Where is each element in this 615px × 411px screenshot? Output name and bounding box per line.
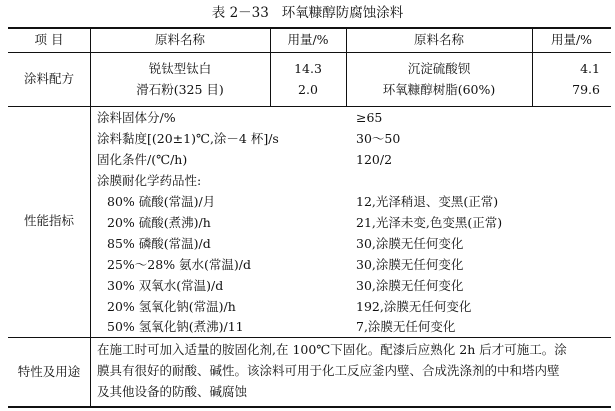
table-bottom-rule (8, 406, 611, 408)
perf-value: ≥65 (356, 110, 383, 125)
performance-bottom-rule (8, 337, 611, 338)
header-material-2: 原料名称 (413, 32, 464, 47)
perf-item: 涂料固体分/% (97, 110, 176, 125)
usage-line: 在施工时可加入适量的胺固化剂,在 100℃下固化。配漆后应熟化 2h 后才可施工。涂 (97, 342, 567, 357)
performance-label: 性能指标 (23, 213, 74, 228)
perf-item: 80% 硫酸(常温)/月 (107, 194, 216, 209)
perf-item: 50% 氢氧化钠(煮沸)/11 (107, 319, 244, 334)
perf-item: 20% 氢氧化钠(常温)/h (107, 299, 236, 314)
table-top-rule (8, 27, 611, 29)
perf-item: 25%～28% 氨水(常温)/d (107, 257, 252, 272)
perf-item: 20% 硫酸(煮沸)/h (107, 215, 211, 230)
header-dosage: 用量/% (287, 32, 329, 47)
perf-value: 120/2 (356, 152, 393, 167)
formula-label: 涂料配方 (23, 71, 74, 86)
perf-item: 85% 磷酸(常温)/d (107, 236, 211, 251)
right-material-2: 环氧糠醇树脂(60%) (382, 82, 496, 97)
perf-item: 30% 双氧水(常温)/d (107, 278, 224, 293)
perf-value: 192,涂膜无任何变化 (356, 299, 472, 314)
header-bottom-rule (8, 52, 611, 53)
perf-item: 涂膜耐化学药品性: (97, 173, 202, 188)
header-dosage-2: 用量/% (550, 32, 593, 47)
perf-value: 7,涂膜无任何变化 (356, 319, 456, 334)
left-material-2: 滑石粉(325 目) (136, 82, 224, 97)
perf-value: 30,涂膜无任何变化 (356, 257, 464, 272)
table-caption: 表 2－33 环氧糠醇防腐蚀涂料 (211, 5, 404, 21)
right-amount-2: 79.6 (572, 82, 600, 97)
right-material-1: 沉淀硫酸钡 (407, 61, 471, 76)
left-amount-2: 2.0 (298, 82, 318, 97)
header-item: 项 目 (34, 32, 64, 47)
header-material: 原料名称 (154, 32, 205, 47)
perf-item: 涂料黏度[(20±1)℃,涂－4 杯]/s (97, 131, 279, 146)
left-amount-1: 14.3 (294, 61, 322, 76)
perf-value: 12,光泽稍退、变黑(正常) (356, 194, 499, 209)
perf-value: 30,涂膜无任何变化 (356, 236, 464, 251)
right-amount-1: 4.1 (580, 61, 600, 76)
usage-line: 膜具有很好的耐酸、碱性。该涂料可用于化工反应釜内壁、合成洗涤剂的中和塔内壁 (97, 363, 560, 378)
usage-label: 特性及用途 (17, 364, 81, 379)
perf-value: 30,涂膜无任何变化 (356, 278, 464, 293)
perf-value: 30～50 (356, 131, 401, 146)
perf-item: 固化条件/(℃/h) (97, 152, 188, 167)
usage-line: 及其他设备的防酸、碱腐蚀 (97, 384, 248, 399)
formula-bottom-rule (8, 106, 611, 107)
left-material-1: 锐钛型钛白 (148, 61, 212, 76)
perf-value: 21,光泽未变,色变黑(正常) (356, 215, 503, 230)
